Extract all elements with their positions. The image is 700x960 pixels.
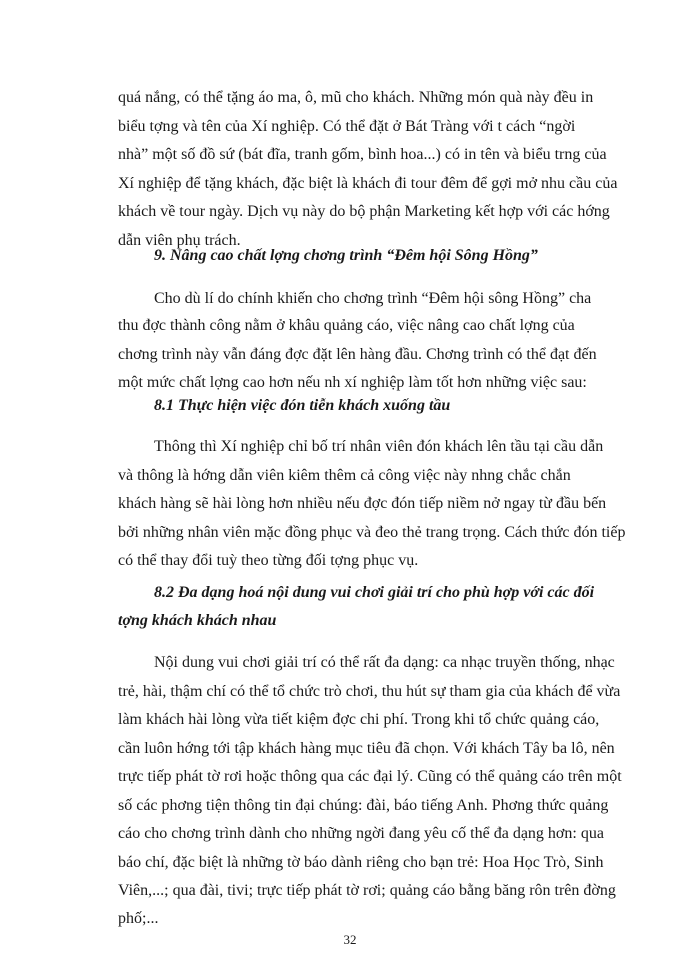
text-line: Viên,...; qua đài, tivi; trực tiếp phát tờ rơi; quảng cáo bằng băng rôn trên đờng xyxy=(118,882,616,899)
text-line: Cho dù lí do chính khiến cho chơng trình “Đêm hội sông Hồng” cha xyxy=(154,290,592,307)
text-line: bởi những nhân viên mặc đồng phục và đeo thẻ trang trọng. Cách thức đón tiếp xyxy=(118,524,626,541)
text-line: Nội dung vui chơi giải trí có thể rất đa dạng: ca nhạc truyền thống, nhạc xyxy=(154,654,615,671)
page-number: 32 xyxy=(343,932,357,947)
text-line: Thông thì Xí nghiệp chỉ bố trí nhân viên đón khách lên tầu tại cầu dẫn xyxy=(154,438,604,455)
text-line: thu đợc thành công nằm ở khâu quảng cáo, việc nâng cao chất lợng của xyxy=(118,317,575,334)
text-line: khách hàng sẽ hài lòng hơn nhiều nếu đợc đón tiếp niềm nở ngay từ đầu bến xyxy=(118,495,607,512)
text-line: số các phơng tiện thông tin đại chúng: đài, báo tiếng Anh. Phơng thức quảng xyxy=(118,797,609,814)
text-line: nhà” một số đồ sứ (bát đĩa, tranh gốm, bình hoa...) có in tên và biểu trng của xyxy=(118,146,607,163)
section-heading-9: 9. Nâng cao chất lợng chơng trình “Đêm hội Sông Hồng” xyxy=(154,247,538,264)
text-line: biểu tợng và tên của Xí nghiệp. Có thể đặt ở Bát Tràng với t cách “ngời xyxy=(118,118,576,135)
heading-line: 8.2 Đa dạng hoá nội dung vui chơi giải trí cho phù hợp với các đối xyxy=(154,584,595,601)
text-line: Xí nghiệp để tặng khách, đặc biệt là khách đi tour đêm để gợi mở nhu cầu của xyxy=(118,175,618,192)
text-line: trẻ, hài, thậm chí có thể tổ chức trò chơi, thu hút sự tham gia của khách để vừa xyxy=(118,683,621,700)
text-line: báo chí, đặc biệt là những tờ báo dành riêng cho bạn trẻ: Hoa Học Trò, Sinh xyxy=(118,854,604,871)
text-line: một mức chất lợng cao hơn nếu nh xí nghiệp làm tốt hơn những việc sau: xyxy=(118,374,587,391)
text-line: chơng trình này vẫn đáng đợc đặt lên hàng đầu. Chơng trình có thể đạt đến xyxy=(118,346,597,363)
text-line: dẫn viên phụ trách. xyxy=(118,232,241,249)
text-line: cần luôn hớng tới tập khách hàng mục tiêu đã chọn. Với khách Tây ba lô, nên xyxy=(118,740,615,757)
text-line: quá nắng, có thể tặng áo ma, ô, mũ cho khách. Những món quà này đều in xyxy=(118,89,594,106)
text-line: trực tiếp phát tờ rơi hoặc thông qua các đại lý. Cũng có thể quảng cáo trên một xyxy=(118,768,622,785)
section-heading-8-1: 8.1 Thực hiện việc đón tiễn khách xuống tầu xyxy=(154,397,451,414)
text-line: khách về tour ngày. Dịch vụ này do bộ phận Marketing kết hợp với các hớng xyxy=(118,203,610,220)
text-line: và thông là hớng dẫn viên kiêm thêm cả công việc này nhng chắc chắn xyxy=(118,467,571,484)
heading-line: tợng khách khách nhau xyxy=(118,612,277,629)
text-line: phố;... xyxy=(118,910,159,927)
text-line: làm khách hài lòng vừa tiết kiệm đợc chi phí. Trong khi tổ chức quảng cáo, xyxy=(118,711,600,728)
text-line: có thể thay đổi tuỳ theo từng đối tợng phục vụ. xyxy=(118,552,419,569)
text-line: cáo cho chơng trình dành cho những ngời đang yêu cố thể đa dạng hơn: qua xyxy=(118,825,604,842)
